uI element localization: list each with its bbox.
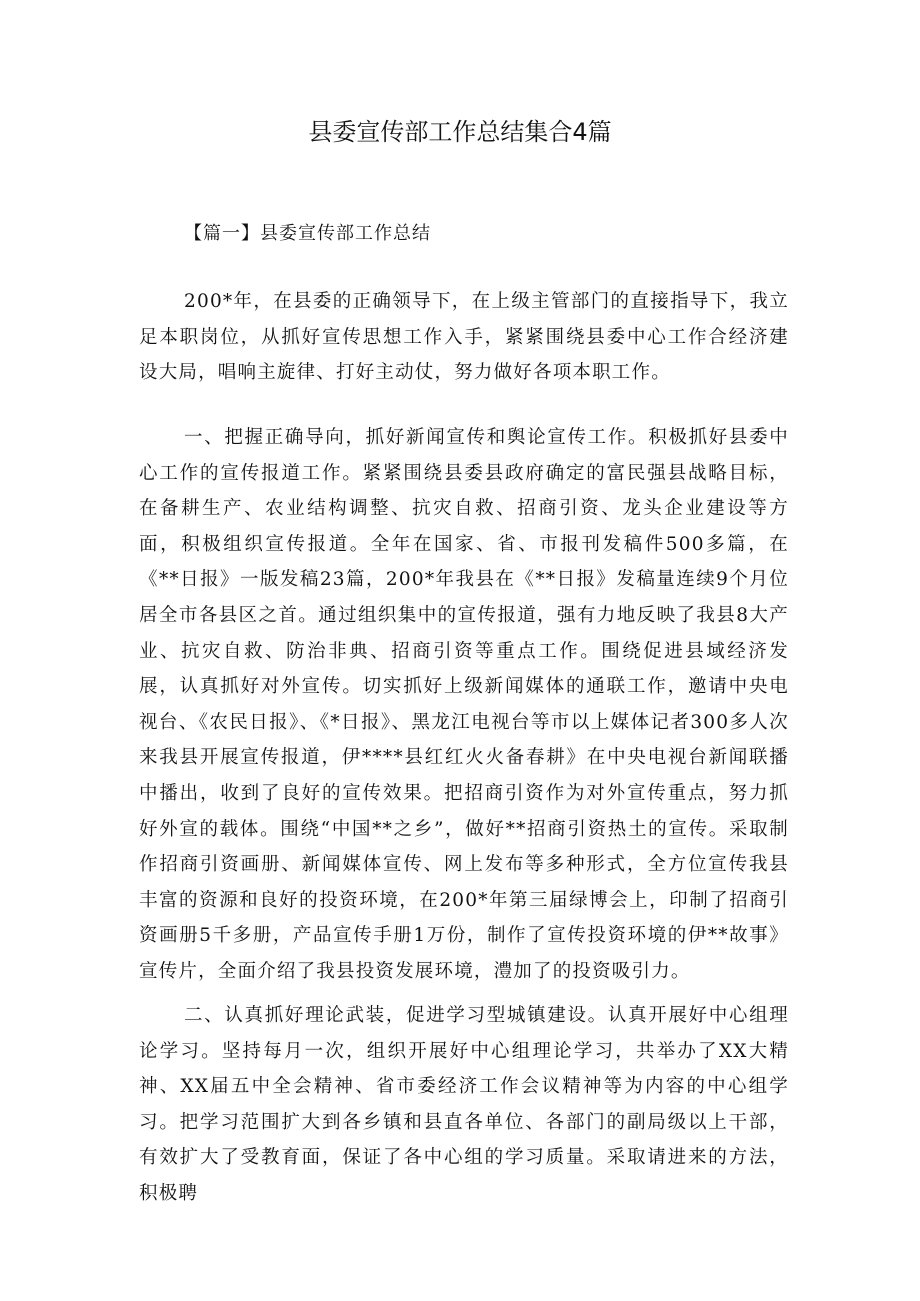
document-title: 县委宣传部工作总结集合4篇 (308, 118, 612, 146)
paragraph-intro: 200*年，在县委的正确领导下，在上级主管部门的直接指导下，我立足本职岗位，从抓好宣传思想工作入手，紧紧围绕县委中心工作合经济建设大局，唱响主旋律、打好主动仗，努力做好各项本职工作。 (139, 291, 789, 384)
section-heading: 【篇一】县委宣传部工作总结 (184, 223, 431, 244)
paragraph-news-publicity: 一、把握正确导向，抓好新闻宣传和舆论宣传工作。积极抓好县委中心工作的宣传报道工作。紧紧围绕县委县政府确定的富民强县战略目标，在备耕生产、农业结构调整、抗灾自救、招商引资、龙头企业建设等方面，积极组织宣传报道。全年在国家、省、市报刊发稿件500多篇，在《**日报》一版发稿23篇，200*年我县在《**日报》发稿量连续9个月位居全市各县区之首。通过组织集中的宣传报道，强有力地反映了我县8大产业、抗灾自救、防治非典、招商引资等重点工作。围绕促进县域经济发展，认真抓好对外宣传。切实抓好上级新闻媒体的通联工作，邀请中央电视台、《农民日报》、《*日报》、黑龙江电视台等市以上媒体记者300多人次来我县开展宣传报道，伊****县红红火火备春耕》在中央电视台新闻联播中播出，收到了良好的宣传效果。把招商引资作为对外宣传重点，努力抓好外宣的载体。围绕“中国**之乡”，做好**招商引资热土的宣传。采取制作招商引资画册、新闻媒体宣传、网上发布等多种形式，全方位宣传我县丰富的资源和良好的投资环境，在200*年第三届绿博会上，印制了招商引资画册5千多册，产品宣传手册1万份，制作了宣传投资环境的伊**故事》宣传片，全面介绍了我县投资发展环境，澧加了的投资吸引力。 (139, 427, 789, 982)
paragraph-theory-study: 二、认真抓好理论武装，促进学习型城镇建设。认真开展好中心组理论学习。坚持每月一次，组织开展好中心组理论学习，共举办了XX大精神、XX届五中全会精神、省市委经济工作会议精神等为内容的中心组学习。把学习范围扩大到各乡镇和县直各单位、各部门的副局级以上干部，有效扩大了受教育面，保证了各中心组的学习质量。采取请进来的方法，积极聘 (139, 1005, 789, 1204)
